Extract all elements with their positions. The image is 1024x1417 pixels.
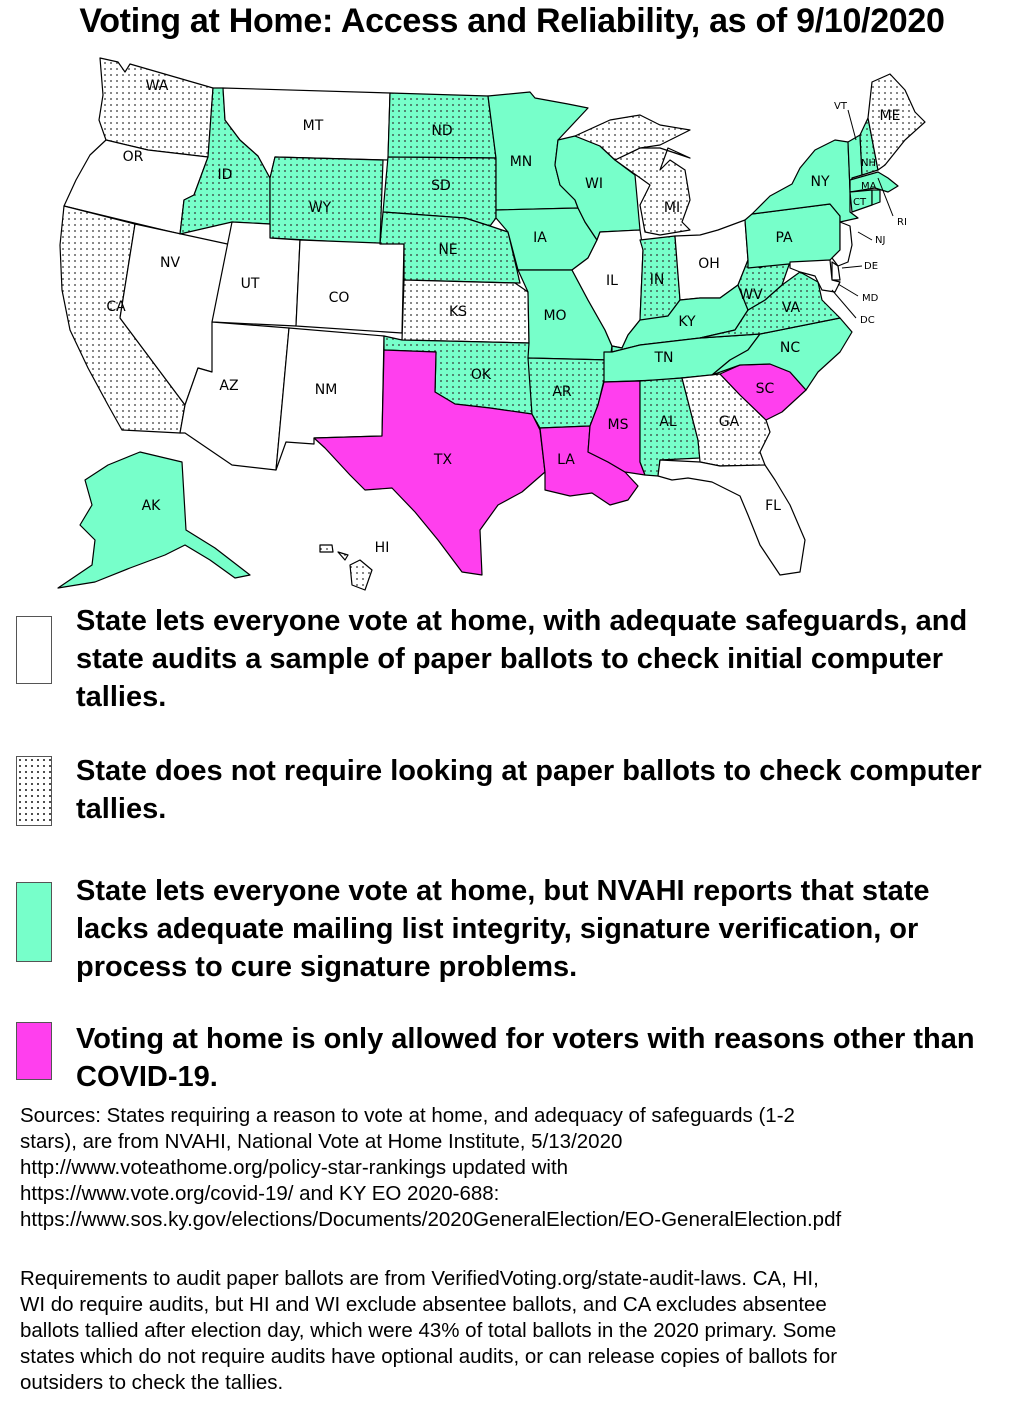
label-AL: AL [659,414,677,430]
legend-swatch-white [16,616,52,684]
label-IL: IL [606,273,618,289]
audit-note-line: outsiders to check the tallies. [20,1371,284,1394]
sources-line: https://www.sos.ky.gov/elections/Documents/2020GeneralElection/EO-GeneralElection.pdf [20,1208,842,1231]
label-WA: WA [145,78,169,94]
audit-note-line: Requirements to audit paper ballots are from VerifiedVoting.org/state-audit-laws. CA, HI, [20,1267,819,1290]
legend-text-white: State lets everyone vote at home, with adequate safeguards, and state audits a sample of paper ballots to check initial computer tallies. [76,605,968,713]
legend-swatch-dotted [16,756,52,826]
sources-block [20,1103,1010,1233]
legend-swatch-magenta [16,1022,52,1080]
label-CA: CA [106,299,126,315]
label-TX: TX [433,452,453,468]
label-VT: VT [834,101,847,112]
label-WI: WI [585,176,603,192]
label-OR: OR [122,149,144,165]
label-CO: CO [328,290,350,306]
label-OH: OH [698,256,720,272]
label-NH: NH [861,158,876,169]
label-KY: KY [678,314,696,330]
label-MT: MT [302,118,324,134]
label-MS: MS [607,417,629,433]
legend-item-green [16,875,1016,992]
state-FL[interactable] [658,460,805,575]
label-UT: UT [240,276,260,292]
label-IA: IA [533,230,547,246]
label-FL: FL [765,498,781,514]
audit-note-block [20,1266,1010,1396]
label-KS: KS [448,304,468,320]
label-MO: MO [543,308,567,324]
legend-text-dotted: State does not require looking at paper ballots to check computer tallies. [76,755,982,825]
label-MD: MD [862,293,879,304]
label-NV: NV [159,255,181,271]
legend-swatch-green [16,882,52,962]
state-AK[interactable] [58,452,250,588]
label-NE: NE [438,242,458,258]
label-IN: IN [649,272,665,288]
audit-note-line: ballots tallied after election day, which were 43% of total ballots in the 2020 primary. Some [20,1319,837,1342]
state-HI[interactable] [350,560,372,590]
label-WV: WV [739,287,763,303]
audit-note-line: WI do require audits, but HI and WI exclude absentee ballots, and CA excludes absentee [20,1293,827,1316]
label-PA: PA [775,230,793,246]
label-ID: ID [217,167,233,183]
legend-text-green: State lets everyone vote at home, but NVAHI reports that state lacks adequate mailing list integrity, signature verification, or process to cure signature problems. [76,875,930,983]
legend-item-dotted [16,755,1016,830]
label-VA: VA [781,300,801,316]
map-title: Voting at Home: Access and Reliability, as of 9/10/2020 [79,2,945,40]
label-GA: GA [718,414,740,430]
label-HI: HI [374,540,390,556]
label-DC: DC [860,315,875,326]
label-MA: MA [861,181,877,192]
legend-text-magenta: Voting at home is only allowed for voters with reasons other than COVID-19. [76,1023,975,1093]
label-MN: MN [509,154,533,170]
label-NY: NY [810,174,830,190]
label-AK: AK [141,498,161,514]
label-ND: ND [431,123,453,139]
label-OK: OK [470,367,492,383]
audit-note-line: states which do not require audits have optional audits, or can release copies of ballots for [20,1345,838,1368]
label-SC: SC [755,381,775,397]
state-HI-isle2[interactable] [338,552,348,560]
label-NM: NM [314,382,338,398]
state-CO[interactable] [296,240,404,333]
sources-line: stars), are from NVAHI, National Vote at Home Institute, 5/13/2020 [20,1130,623,1153]
label-TN: TN [654,350,674,366]
label-ME: ME [879,108,901,124]
label-SD: SD [431,178,451,194]
label-RI: RI [897,217,907,228]
state-RI[interactable] [872,190,880,205]
label-AR: AR [552,384,572,400]
us-map [0,48,1024,598]
sources-line: Sources: States requiring a reason to vote at home, and adequacy of safeguards (1-2 [20,1104,795,1127]
sources-line: http://www.voteathome.org/policy-star-rankings updated with [20,1156,569,1179]
label-WY: WY [308,200,332,216]
label-NJ: NJ [875,235,886,246]
label-DE: DE [864,261,879,272]
legend-item-white [16,605,1016,722]
label-NC: NC [779,340,801,356]
label-MI: MI [663,200,681,216]
state-HI-isle[interactable] [320,545,333,552]
label-LA: LA [557,452,575,468]
sources-line: https://www.vote.org/covid-19/ and KY EO 2020-688: [20,1182,500,1205]
label-AZ: AZ [219,378,239,394]
legend-item-magenta [16,1022,1016,1102]
label-CT: CT [853,197,867,208]
